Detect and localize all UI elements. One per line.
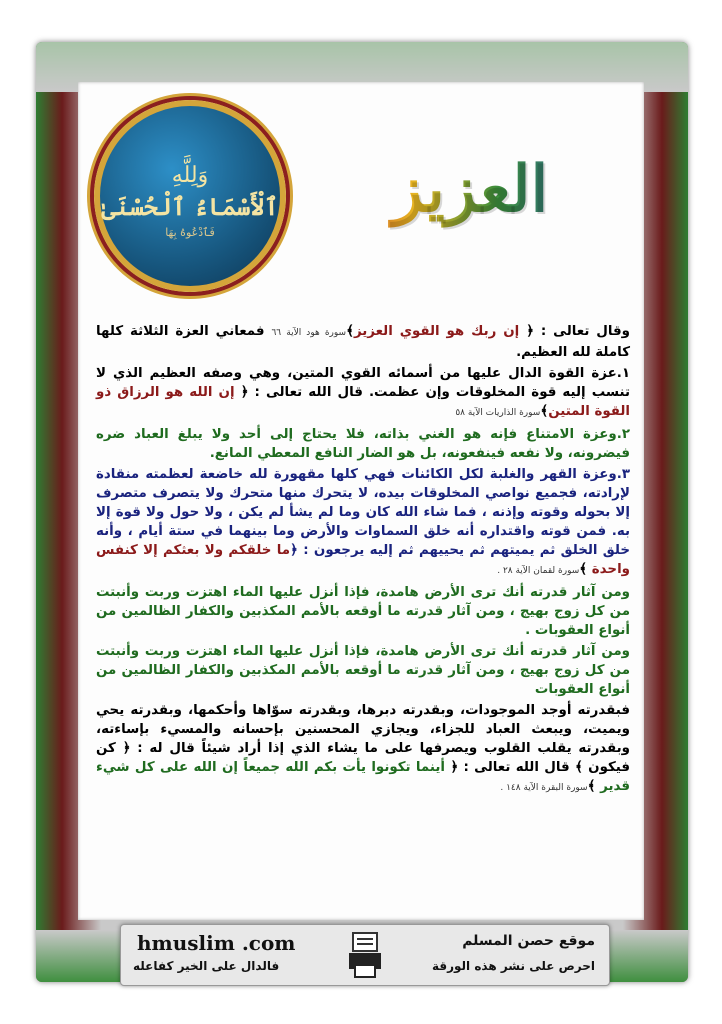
text-span: ومن آثار قدرته أنك ترى الأرض هامدة، فإذا أنزل عليها الماء اهتزت وربت وأنبتت من كل زوج بهيج ، ومن آثار قدرته ما أوقعه بالأمم المكذبين والكفار الظالمين من أنواع العقوبات . — [96, 585, 630, 638]
text-span: فمعاني العزة الثلاثة كلها كاملة لله العظيم. — [96, 324, 630, 360]
badge-main-text: ٱلْأَسْمَاءُ ٱلْحُسْنَىٰ — [101, 192, 279, 221]
badge-top-text: وَلِلَّهِ — [171, 163, 209, 188]
text-span: سورة هود الآية ٦٦ — [271, 328, 347, 338]
text-span: وقال تعالى : ﴿ — [519, 324, 630, 339]
footer-banner — [120, 924, 610, 986]
text-span: سورة لقمان الآية ٢٨ . — [497, 566, 580, 576]
badge-sub-text: فَٱدْعُوهُ بِهَا — [165, 226, 215, 239]
text-span: ١.عزة القوة الدال عليها من أسمائه القوي المتين، وهي وصفه العظيم الذي لا تنسب إليه قوة المخلوقات وإن عظمت. قال الله تعالى : ﴿ — [96, 366, 630, 400]
body-text — [96, 322, 630, 800]
printer-icon — [347, 931, 383, 979]
text-span: ومن آثار قدرته أنك ترى الأرض هامدة، فإذا أنزل عليها الماء اهتزت وربت وأنبتت من كل زوج بهيج ، ومن آثار قدرته ما أوقعه بالأمم المكذبين والكفار الظالمين من أنواع العقوبات — [96, 644, 630, 697]
text-span: ﴾ — [579, 562, 592, 577]
paragraph — [96, 364, 630, 423]
site-name-arabic: موقع حصن المسلم — [462, 933, 595, 949]
text-span: سورة البقرة الآية ١٤٨ . — [500, 783, 588, 793]
text-span: إن الله هو الرزاق ذو القوة المتين — [96, 385, 630, 419]
page-title: العزيز — [330, 150, 610, 230]
paragraph — [96, 642, 630, 699]
slogan-right: احرص على نشر هذه الورقة — [431, 959, 595, 973]
text-span: ٢.وعزة الامتناع فإنه هو الغني بذاته، فلا يحتاج إلى أحد ولا يبلغ العباد ضره فيضرونه، ولا نفعه فينفعونه، بل هو الضار النافع المعطي المانع. — [96, 427, 630, 461]
asma-ul-husna-badge — [94, 100, 286, 292]
slogan-left: فالدال على الخير كفاعله — [133, 959, 280, 973]
paragraph — [96, 583, 630, 640]
text-span: أينما تكونوا يأت بكم الله جميعاً إن الله على كل شيء قدير — [96, 760, 630, 794]
text-span: ما خلقكم ولا بعثكم إلا كنفس واحدة — [96, 543, 630, 577]
text-span: ﴾ — [346, 324, 354, 339]
site-url[interactable]: hmuslim .com — [137, 931, 296, 955]
text-span: ٣.وعزة القهر والغلبة لكل الكائنات فهي كلها مقهورة لله خاضعة لعظمته منقادة لإرادته، فجميع نواصي المخلوقات بيده، لا يتحرك منها متحرك ولا يتصرف متصرف إلا بحوله وقوته وإذنه ، فما شاء الله كان وما لم يشأ لم يكن ، ولا حول ولا قوة إلا به. فمن قوته واقتداره أنه خلق السماوات والأرض وما بينهما في ستة أيام ، وأنه خلق الخلق ثم يميتهم ثم يحييهم ثم إليه يرجعون : ﴿ — [96, 467, 630, 558]
paragraph — [96, 465, 630, 581]
text-span: إن ربك هو القوي العزيز — [353, 324, 520, 339]
text-span: فبقدرته أوجد الموجودات، وبقدرته دبرها، وبقدرته سوّاها وأحكمها، وبقدرته يحي ويميت، ويبعث العباد للجزاء، ويجازي المحسنين بإحسانه والمسيء بإساءته، وبقدرته يقلب القلوب ويصرفها على ما يشاء الذي إذا أراد شيئاً قال له : ﴿ كن فيكون ﴾ قال الله تعالى : ﴿ — [96, 703, 630, 775]
text-span: سورة الذاريات الآية ٥٨ — [455, 408, 541, 418]
paragraph — [96, 425, 630, 463]
text-span: ﴾ — [540, 404, 549, 419]
paragraph — [96, 701, 630, 798]
text-span: ﴾ — [587, 779, 601, 794]
paragraph — [96, 322, 630, 362]
